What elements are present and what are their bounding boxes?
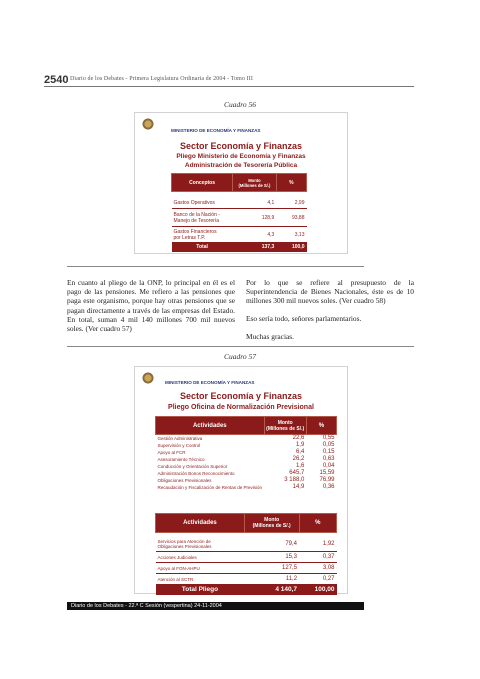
col-conceptos: Conceptos (172, 174, 233, 192)
paragraph-thanks: Muchas gracias. (246, 332, 295, 341)
paragraph-onp: En cuanto al pliego de la ONP, lo principal en él es el pago de las pensiones. Me refiero a las pensiones que paga este organismo, porque hay otras pensiones que se pagan directamente a través de las empresas del Estado. En total, suman 4 mil 140 millones 700 mil nuevos soles. (Ver cuadro 57) (67, 278, 235, 334)
section-rule-2 (67, 346, 414, 347)
table-row: Gestión Administrativa 22,6 0,55 (157, 435, 335, 442)
cuadro-56-caption: Cuadro 56 (223, 100, 257, 109)
table-row: Gastos Financieros por Letras T.P. 4,3 3,13 (173, 228, 305, 241)
peru-seal-icon (141, 117, 155, 131)
ministry-label: MINISTERIO DE ECONOMÍA Y FINANZAS (165, 380, 255, 385)
col-monto: Monto (Millones de S/.) (244, 514, 299, 533)
table-row: Servicios para Atención de Obligaciones Previsionales 79,4 1,92 (156, 537, 337, 552)
col-actividades: Actividades (156, 417, 265, 435)
cuadro-56-figure (134, 112, 348, 254)
col-pct: % (306, 417, 336, 435)
cuadro-56-table (171, 173, 307, 252)
col-pct: % (299, 514, 336, 533)
page-number: 2540 (44, 74, 69, 86)
table-row: Acciones Judiciales 15,3 0,37 (156, 552, 337, 563)
section-rule (67, 266, 364, 267)
ministry-label: MINISTERIO DE ECONOMÍA Y FINANZAS (171, 128, 261, 133)
cuadro-57-caption: Cuadro 57 (223, 352, 257, 361)
peru-seal-icon (141, 371, 155, 385)
table-row: Obligaciones Previsionales 3 188,0 76,99 (157, 477, 335, 483)
figure-subtitle-2: Administración de Tesorería Pública (184, 162, 298, 169)
table-row: Apoyo al FCR 6,4 0,15 (157, 449, 335, 455)
table-row: Asesoramiento Técnico 26,2 0,63 (157, 456, 335, 462)
total-row: Total Pliego 4 140,7 100,00 (156, 585, 337, 595)
running-title: Diario de los Debates - Primera Legislatura Ordinaria de 2004 - Tomo III (70, 76, 253, 82)
table-row: Banco de la Nación - Manejo de Tesorería 128,9 93,88 (172, 209, 307, 227)
table-row: Administración Bonos Reconocimiento 645,7 15,59 (157, 470, 335, 476)
table-row: Supervisión y Control 1,9 0,05 (157, 442, 335, 448)
paragraph-closing: Eso sería todo, señores parlamentarios. (246, 314, 362, 323)
total-row: Total 137,3 100,0 (172, 243, 307, 252)
paragraph-bienes-nacionales: Por lo que se refiere al presupuesto de la Superintendencia de Bienes Nacionales, éste es de 10 millones 300 mil nuevos soles. (Ver cuadro 58) (246, 278, 414, 306)
table-row: Conducción y Orientación Superior 1,6 0,04 (157, 463, 335, 469)
col-pct: % (276, 174, 306, 192)
table-row: Recaudación y Fiscalización de Rentas de Previsión 14,9 0,36 (157, 484, 335, 490)
figure-subtitle: Pliego Oficina de Normalización Previsional (168, 404, 314, 411)
table-row: Apoyo al FON-AHPU 127,5 3,08 (156, 563, 337, 574)
figure-title: Sector Economía y Finanzas (179, 391, 303, 401)
table-row: Atención al SCTR 11,2 0,27 (156, 574, 337, 585)
table-row: Gastos Operativos 4,1 2,99 (172, 198, 307, 209)
page-footer (67, 602, 364, 610)
cuadro-57-table-1 (155, 416, 337, 491)
col-monto: Monto (Millones de S/.) (264, 417, 306, 435)
footer-text: Diario de los Debates - 22.ª C Sesión (vespertina) 24-11-2004 (71, 603, 222, 609)
col-monto: Monto (Millones de S/.) (233, 174, 277, 192)
cuadro-57-table-2 (155, 513, 337, 595)
col-actividades: Actividades (156, 514, 245, 533)
header-rule (44, 86, 414, 87)
cuadro-57-figure (134, 366, 348, 594)
figure-subtitle-1: Pliego Ministerio de Economía y Finanzas (176, 153, 306, 160)
figure-title: Sector Economía y Finanzas (179, 141, 303, 151)
